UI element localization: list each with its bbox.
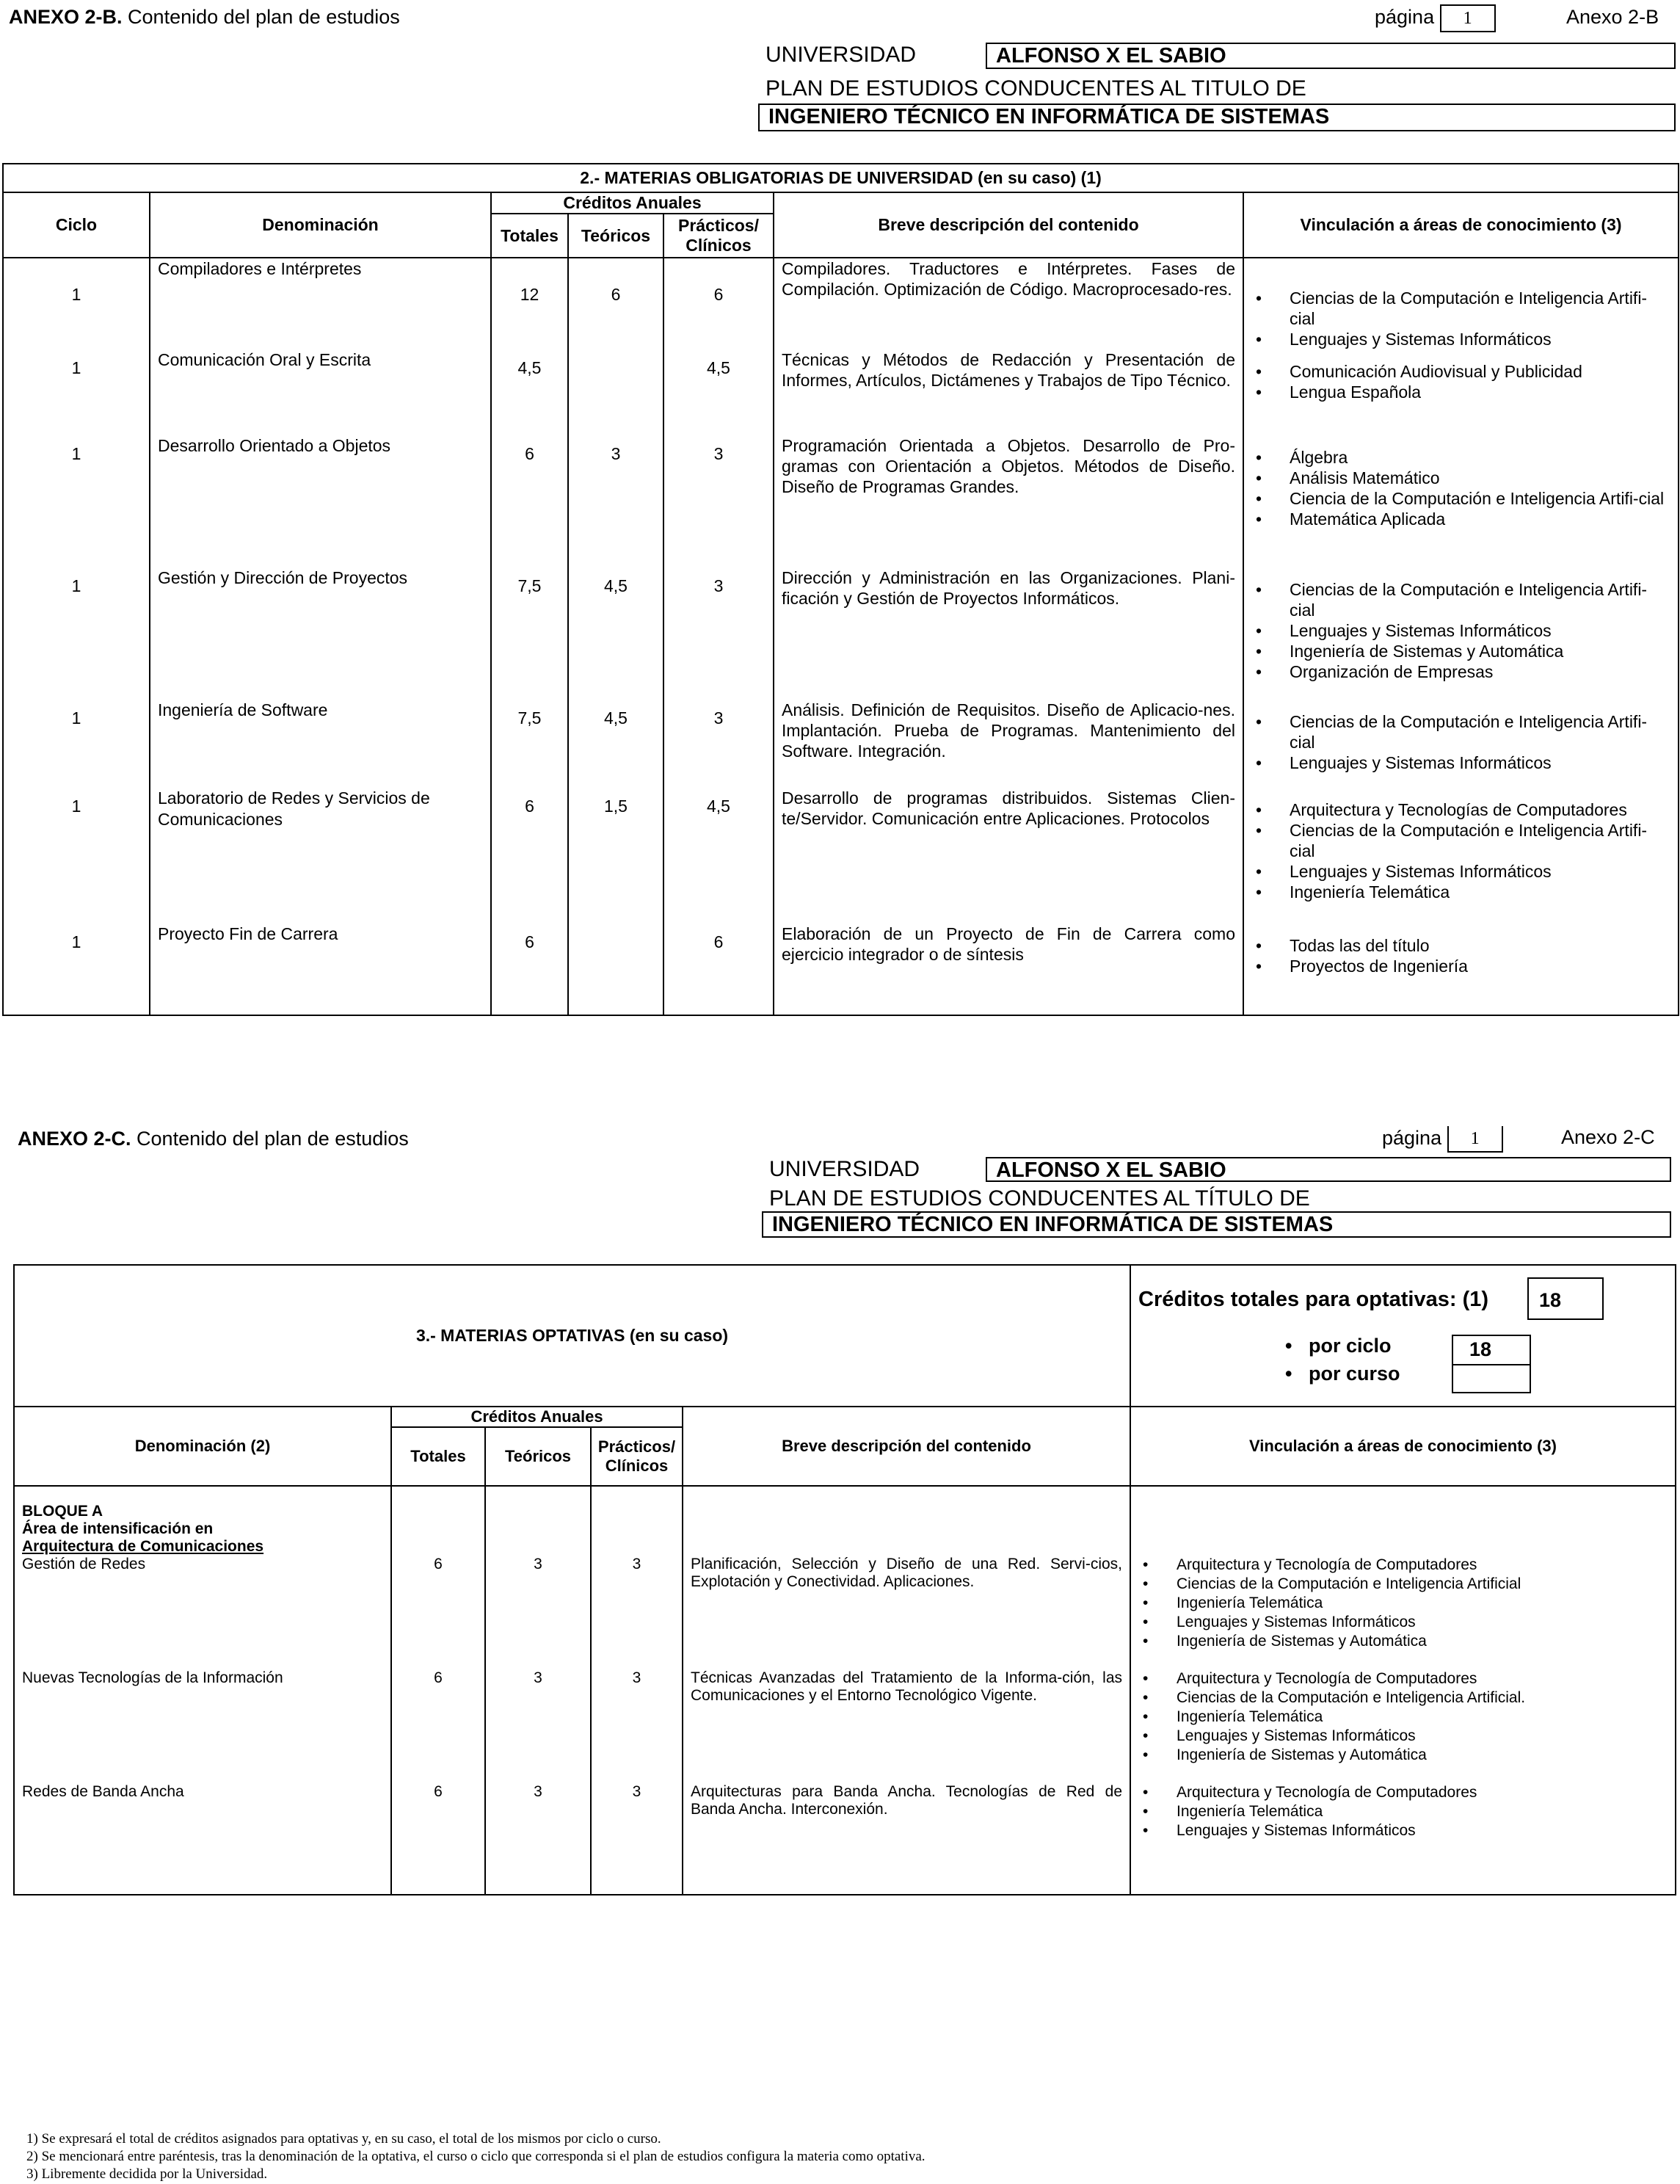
degree-name-box: INGENIERO TÉCNICO EN INFORMÁTICA DE SISTEMAS — [758, 104, 1676, 131]
col-descripcion: Breve descripción del contenido — [683, 1407, 1130, 1486]
cell-totales: 7,5 — [491, 567, 568, 700]
area-item: • Arquitectura y Tecnología de Computadores — [1131, 1669, 1675, 1688]
cell-totales: 6 — [491, 788, 568, 924]
area-item: • Lenguajes y Sistemas Informáticos — [1244, 861, 1670, 882]
cell-descripcion: Desarrollo de programas distribuidos. Sistemas Clien-te/Servidor. Comunicación entre Aplicaciones. Protocolos — [774, 788, 1243, 924]
cell-totales: 6 — [391, 1783, 485, 1895]
cell-descripcion: Arquitecturas para Banda Ancha. Tecnologías de Red de Banda Ancha. Interconexión. — [683, 1783, 1130, 1895]
area-item: • Lenguajes y Sistemas Informáticos — [1244, 752, 1670, 773]
cell-totales: 7,5 — [491, 700, 568, 788]
cell-ciclo: 1 — [3, 788, 150, 924]
credits-total-label: Créditos totales para optativas: (1) — [1138, 1288, 1489, 1311]
cell-teoricos: 3 — [485, 1783, 591, 1895]
area-item: • Organización de Empresas — [1244, 661, 1670, 682]
cell-practicos: 3 — [591, 1556, 683, 1669]
table-title: 3.- MATERIAS OPTATIVAS (en su caso) — [14, 1265, 1130, 1407]
cell-denominacion: Compiladores e Intérpretes — [150, 258, 491, 349]
area-item: • Lenguajes y Sistemas Informáticos — [1131, 1821, 1675, 1840]
table-row — [3, 258, 1679, 349]
area-item: • Ingeniería Telemática — [1131, 1708, 1675, 1727]
page-label: página — [1375, 6, 1435, 29]
cell-descripcion: Técnicas y Métodos de Redacción y Presentación de Informes, Artículos, Dictámenes y Trabajos de Tipo Técnico. — [774, 349, 1243, 435]
area-item: • Ingeniería Telemática — [1244, 882, 1670, 902]
col-practicos: Prácticos/ Clínicos — [591, 1427, 683, 1486]
table-row — [3, 567, 1679, 700]
area-item: • Análisis Matemático — [1244, 468, 1670, 488]
cell-ciclo: 1 — [3, 700, 150, 788]
cell-descripcion: Análisis. Definición de Requisitos. Diseño de Aplicacio-nes. Implantación. Prueba de Programas. Mantenimiento del Software. Integración. — [774, 700, 1243, 788]
annex-b-page-indicator — [1375, 4, 1496, 32]
table-row — [3, 349, 1679, 435]
annex-c-label: Anexo 2-C — [1561, 1126, 1655, 1148]
cell-teoricos: 3 — [485, 1556, 591, 1669]
por-curso-label: • por curso — [1285, 1363, 1400, 1385]
cell-practicos: 3 — [591, 1669, 683, 1783]
table-row — [3, 788, 1679, 924]
area-item: • Arquitectura y Tecnología de Computadores — [1131, 1556, 1675, 1575]
cell-practicos: 3 — [663, 700, 774, 788]
annex-b-heading: ANEXO 2-B. Contenido del plan de estudios — [9, 6, 400, 28]
cell-areas — [1130, 1783, 1676, 1895]
area-item: • Ciencias de la Computación e Inteligencia Artifi-cial — [1244, 288, 1670, 329]
cell-areas — [1243, 700, 1679, 788]
table-row — [14, 1556, 1676, 1669]
cell-teoricos: 3 — [568, 435, 663, 567]
cell-descripcion: Elaboración de un Proyecto de Fin de Carrera como ejercicio integrador o de síntesis — [774, 924, 1243, 1015]
area-item: • Comunicación Audiovisual y Publicidad — [1244, 361, 1670, 382]
cell-practicos: 3 — [663, 567, 774, 700]
block-row — [14, 1486, 1676, 1556]
mandatory-subjects-table — [2, 163, 1679, 1016]
por-ciclo-box: 18 — [1453, 1336, 1530, 1365]
optional-credits-panel — [1130, 1265, 1676, 1407]
cell-descripcion: Planificación, Selección y Diseño de una Red. Servi-cios, Explotación y Conectividad. Aplicaciones. — [683, 1556, 1130, 1669]
table-row — [14, 1783, 1676, 1895]
col-teoricos: Teóricos — [485, 1427, 591, 1486]
por-ciclo-label: • por ciclo — [1285, 1335, 1392, 1357]
cell-teoricos — [568, 349, 663, 435]
university-label: UNIVERSIDAD — [769, 1157, 920, 1181]
footnote-3: 3) Libremente decidida por la Universidad. — [26, 2166, 268, 2182]
degree-name-box: INGENIERO TÉCNICO EN INFORMÁTICA DE SISTEMAS — [762, 1211, 1671, 1238]
area-item: • Arquitectura y Tecnología de Computadores — [1131, 1783, 1675, 1802]
cell-teoricos: 4,5 — [568, 567, 663, 700]
area-item: • Ingeniería Telemática — [1131, 1802, 1675, 1821]
por-curso-box — [1453, 1365, 1530, 1393]
cell-descripcion: Técnicas Avanzadas del Tratamiento de la Informa-ción, las Comunicaciones y el Entorno Tecnológico Vigente. — [683, 1669, 1130, 1783]
cell-ciclo: 1 — [3, 349, 150, 435]
plan-label: PLAN DE ESTUDIOS CONDUCENTES AL TÍTULO DE — [769, 1186, 1310, 1211]
optional-subjects-table — [13, 1264, 1676, 1895]
cell-denominacion: Gestión de Redes — [14, 1556, 391, 1669]
area-item: • Matemática Aplicada — [1244, 509, 1670, 529]
university-name-box: ALFONSO X EL SABIO — [986, 43, 1676, 69]
area-item: • Proyectos de Ingeniería — [1244, 956, 1670, 976]
col-totales: Totales — [491, 214, 568, 258]
area-item: • Ciencias de la Computación e Inteligencia Artificial — [1131, 1575, 1675, 1594]
area-item: • Todas las del título — [1244, 935, 1670, 956]
annex-c-heading: ANEXO 2-C. Contenido del plan de estudios — [18, 1128, 409, 1150]
col-denominacion: Denominación — [150, 192, 491, 258]
area-item: • Ciencias de la Computación e Inteligencia Artificial. — [1131, 1688, 1675, 1708]
area-item: • Ingeniería Telemática — [1131, 1594, 1675, 1613]
cell-denominacion: Ingeniería de Software — [150, 700, 491, 788]
block-label: BLOQUE A Área de intensificación en Arquitectura de Comunicaciones — [14, 1486, 391, 1556]
table-title: 2.- MATERIAS OBLIGATORIAS DE UNIVERSIDAD (en su caso) (1) — [3, 164, 1679, 192]
cell-areas — [1243, 258, 1679, 349]
cell-practicos: 3 — [591, 1783, 683, 1895]
col-ciclo: Ciclo — [3, 192, 150, 258]
cell-teoricos: 6 — [568, 258, 663, 349]
cell-areas — [1243, 788, 1679, 924]
table-row — [3, 700, 1679, 788]
area-item: • Ingeniería de Sistemas y Automática — [1131, 1632, 1675, 1651]
cell-denominacion: Nuevas Tecnologías de la Información — [14, 1669, 391, 1783]
table-row — [3, 435, 1679, 567]
cell-ciclo: 1 — [3, 435, 150, 567]
area-item: • Arquitectura y Tecnologías de Computadores — [1244, 799, 1670, 820]
col-vinculacion: Vinculación a áreas de conocimiento (3) — [1243, 192, 1679, 258]
col-practicos: Prácticos/ Clínicos — [663, 214, 774, 258]
cell-practicos: 3 — [663, 435, 774, 567]
col-teoricos: Teóricos — [568, 214, 663, 258]
cell-areas — [1243, 924, 1679, 1015]
cell-denominacion: Comunicación Oral y Escrita — [150, 349, 491, 435]
cell-areas — [1243, 435, 1679, 567]
col-denominacion: Denominación (2) — [14, 1407, 391, 1486]
area-item: • Ingeniería de Sistemas y Automática — [1244, 641, 1670, 661]
area-item: • Ciencias de la Computación e Inteligencia Artifi-cial — [1244, 579, 1670, 620]
cell-practicos: 6 — [663, 924, 774, 1015]
cell-denominacion: Desarrollo Orientado a Objetos — [150, 435, 491, 567]
area-item: • Lenguajes y Sistemas Informáticos — [1244, 620, 1670, 641]
cell-areas — [1130, 1669, 1676, 1783]
page-number-box: 1 — [1440, 4, 1496, 32]
annex-b-label: Anexo 2-B — [1566, 6, 1659, 28]
cell-ciclo: 1 — [3, 924, 150, 1015]
cell-teoricos: 3 — [485, 1669, 591, 1783]
cell-denominacion: Redes de Banda Ancha — [14, 1783, 391, 1895]
cell-totales: 6 — [491, 435, 568, 567]
cell-teoricos: 1,5 — [568, 788, 663, 924]
university-label: UNIVERSIDAD — [766, 43, 917, 67]
per-cycle-course-boxes — [1452, 1335, 1531, 1393]
cell-denominacion: Proyecto Fin de Carrera — [150, 924, 491, 1015]
col-creditos: Créditos Anuales — [491, 192, 774, 214]
cell-descripcion: Programación Orientada a Objetos. Desarrollo de Pro-gramas con Orientación a Objetos. Métodos de Diseño. Diseño de Programas Grandes. — [774, 435, 1243, 567]
university-name-box: ALFONSO X EL SABIO — [986, 1157, 1671, 1182]
table-row — [3, 924, 1679, 1015]
cell-areas — [1243, 349, 1679, 435]
area-item: • Ingeniería de Sistemas y Automática — [1131, 1746, 1675, 1765]
cell-areas — [1130, 1556, 1676, 1669]
area-item: • Ciencias de la Computación e Inteligencia Artifi-cial — [1244, 820, 1670, 861]
area-item: • Lengua Española — [1244, 382, 1670, 402]
cell-totales: 6 — [491, 924, 568, 1015]
cell-descripcion: Compiladores. Traductores e Intérpretes. Fases de Compilación. Optimización de Código. Macroprocesado-res. — [774, 258, 1243, 349]
plan-label: PLAN DE ESTUDIOS CONDUCENTES AL TITULO DE — [766, 76, 1306, 101]
cell-descripcion: Dirección y Administración en las Organizaciones. Plani-ficación y Gestión de Proyectos Informáticos. — [774, 567, 1243, 700]
cell-totales: 4,5 — [491, 349, 568, 435]
cell-denominacion: Laboratorio de Redes y Servicios de Comunicaciones — [150, 788, 491, 924]
cell-denominacion: Gestión y Dirección de Proyectos — [150, 567, 491, 700]
cell-totales: 6 — [391, 1556, 485, 1669]
footnote-1: 1) Se expresará el total de créditos asignados para optativas y, en su caso, el total de los mismos por ciclo o curso. — [26, 2131, 661, 2147]
table-row — [14, 1669, 1676, 1783]
col-vinculacion: Vinculación a áreas de conocimiento (3) — [1130, 1407, 1676, 1486]
page-number-box: 1 — [1447, 1126, 1503, 1153]
cell-totales: 6 — [391, 1669, 485, 1783]
area-item: • Lenguajes y Sistemas Informáticos — [1131, 1727, 1675, 1746]
area-item: • Ciencia de la Computación e Inteligencia Artifi-cial — [1244, 488, 1670, 509]
col-creditos: Créditos Anuales — [391, 1407, 683, 1427]
area-item: • Lenguajes y Sistemas Informáticos — [1131, 1613, 1675, 1632]
footnotes — [26, 2130, 926, 2183]
page-label: página — [1382, 1127, 1442, 1150]
cell-practicos: 4,5 — [663, 349, 774, 435]
col-descripcion: Breve descripción del contenido — [774, 192, 1243, 258]
area-item: • Ciencias de la Computación e Inteligencia Artifi-cial — [1244, 711, 1670, 752]
credits-total-box: 18 — [1527, 1277, 1604, 1320]
cell-practicos: 6 — [663, 258, 774, 349]
cell-teoricos: 4,5 — [568, 700, 663, 788]
cell-practicos: 4,5 — [663, 788, 774, 924]
cell-teoricos — [568, 924, 663, 1015]
cell-ciclo: 1 — [3, 258, 150, 349]
area-item: • Lenguajes y Sistemas Informáticos — [1244, 329, 1670, 349]
col-totales: Totales — [391, 1427, 485, 1486]
cell-ciclo: 1 — [3, 567, 150, 700]
cell-areas — [1243, 567, 1679, 700]
area-item: • Álgebra — [1244, 447, 1670, 468]
annex-c-page-indicator — [1382, 1126, 1503, 1153]
cell-totales: 12 — [491, 258, 568, 349]
footnote-2: 2) Se mencionará entre paréntesis, tras la denominación de la optativa, el curso o ciclo que corresponda si el plan de estudios configura la materia como optativa. — [26, 2149, 926, 2164]
